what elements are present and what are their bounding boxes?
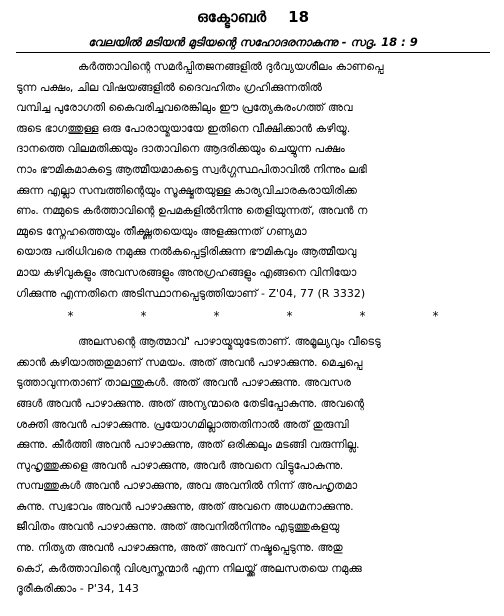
paragraph-line: ജീവിതം അവൻ പാഴാക്കുന്നു. അത് അവനിൽനിന്നും എടുത്തുകളയു bbox=[16, 520, 340, 534]
paragraph-line-text: ദൂരീകരിക്കാം - bbox=[16, 582, 84, 596]
separator-star: * bbox=[140, 309, 147, 324]
paragraph-line-last bbox=[16, 284, 490, 305]
separator-star: * bbox=[432, 309, 439, 324]
paragraph-line: ണം. നമ്മുടെ കർത്താവിന്റെ ഉപമകളിൽനിന്നു തെളിയുന്നത്, അവൻ ന bbox=[16, 204, 368, 218]
verse-underline bbox=[16, 52, 490, 53]
paragraph-line: ടുന്ന പക്ഷം, ചില വിഷയങ്ങളിൽ ദൈവഹിതം ഗ്രഹിക്കുന്നതിൽ bbox=[16, 80, 322, 94]
paragraph-line: കൊ്, കർത്താവിന്റെ വിശ്വസ്തന്മാർ എന്ന നിലയ്ക്ക് അലസതയെ നമുക്കു bbox=[16, 561, 362, 575]
paragraph-2 bbox=[16, 332, 490, 600]
separator-star: * bbox=[213, 309, 220, 324]
paragraph-line: കർത്താവിന്റെ സമർപ്പിതജനങ്ങളിൽ ദുർവ്യയശീലം കാണപ്പെ bbox=[78, 60, 384, 73]
paragraph-line: ന്നു. നിത്യത അവൻ പാഴാക്കുന്നു, അത് അവന് നഷ്ടപ്പെടുന്നു. അതു bbox=[16, 541, 343, 555]
source-reference: P'34, 143 bbox=[87, 582, 139, 596]
paragraph-line: ടുത്താവുന്നതാണ് താലന്തുകൾ. അത് അവൻ പാഴാക്കുന്നു. അവസര bbox=[16, 376, 351, 390]
paragraph-line: മ്മുടെ സ്നേഹത്തെയും തീക്ഷ്ണതയെയും അളക്കുന്നത് ഗണ്യമാ bbox=[16, 224, 307, 238]
verse-text: വേലയിൽ മടിയൻ മുടിയന്റെ സഹോദരനാകുന്നു - സദൃ. 18 : 9 bbox=[88, 35, 418, 49]
paragraph-line-text: ഗിക്കുന്നു എന്നതിനെ അടിസ്ഥാനപ്പെടുത്തിയാണ് - bbox=[16, 286, 265, 300]
separator-star: * bbox=[359, 309, 366, 324]
paragraph-line: വമ്പിച്ച പുരോഗതി കൈവരിച്ചവരെങ്കിലും ഈ പ്രത്യേകരംഗത്ത് അവ bbox=[16, 101, 353, 115]
day-number: 18 bbox=[288, 8, 310, 26]
date-header bbox=[16, 6, 490, 28]
separator-star: * bbox=[286, 309, 293, 324]
paragraph-line: ശക്തി അവൻ പാഴാക്കുന്നു. പ്രയോഗമില്ലാത്തതിനാൽ അത് തുരുമ്പി bbox=[16, 417, 349, 431]
paragraph-line: ങ്ങൾ അവൻ പാഴാക്കുന്നു. അത് അന്യന്മാരെ തേടിപ്പോകുന്നു. അവന്റെ bbox=[16, 396, 365, 410]
paragraph-line: ക്കുന്ന എല്ലാ സമ്പത്തിന്റെയും സൂക്ഷ്മതയുള്ള കാര്യവിചാരകരായിരിക്ക bbox=[16, 183, 357, 197]
paragraph-line: കുന്നു. സ്വഭാവം അവൻ പാഴാക്കുന്നു, അത് അവനെ അധമനാക്കുന്നു. bbox=[16, 499, 354, 513]
month-label: ഒക്ടോബർ bbox=[196, 8, 267, 26]
paragraph-line: യൊരു പരിധിവരെ നമുക്കു നൽകപ്പെട്ടിരിക്കുന്ന ഭൗമികവും ആത്മീയവു bbox=[16, 245, 357, 259]
section-separator bbox=[16, 308, 490, 324]
separator-star: * bbox=[67, 309, 74, 324]
paragraph-line: ക്കാൻ കഴിയാത്തതുമാണ് സമയം. അത് അവൻ പാഴാക്കുന്നു. മെച്ചപ്പെ bbox=[16, 355, 363, 369]
paragraph-line: അലസന്റെ ആത്മാവ്' പാഴായ്മയുടേതാണ്. അമൂല്യവും വീടെടു bbox=[78, 335, 381, 349]
paragraph-line: ക്കുന്നു. കീർത്തി അവൻ പാഴാക്കുന്നു, അത് ഒരിക്കലും മടങ്ങി വരുന്നില്ല. bbox=[16, 438, 360, 452]
paragraph-line: നാം ഭൗമികമാകട്ടെ ആത്മീയമാകട്ടെ സ്വർഗ്ഗസ്ഥപിതാവിൽ നിന്നും ലഭി bbox=[16, 162, 367, 176]
paragraph-line: സമ്പത്തുകൾ അവൻ പാഴാക്കുന്നു, അവ അവനിൽ നിന്ന് അപഹൃതമാ bbox=[16, 479, 358, 493]
paragraph-line: രുടെ ഭാഗത്തുള്ള ഒരു പോരായ്മയായേ ഇതിനെ വീക്ഷിക്കാൻ കഴിയൂ. bbox=[16, 121, 351, 135]
paragraph-line: ദാനത്തെ വിലമതിക്കയും ദാതാവിനെ ആദരിക്കയും ചെയ്യുന്ന പക്ഷം bbox=[16, 142, 345, 156]
paragraph-1 bbox=[16, 57, 490, 304]
paragraph-line: സുഹൃത്തുക്കളെ അവൻ പാഴാക്കുന്നു, അവർ അവനെ വിട്ടുപോകുന്നു. bbox=[16, 458, 344, 472]
source-reference: Z'04, 77 (R 3332) bbox=[268, 286, 366, 300]
paragraph-line-last bbox=[16, 579, 490, 600]
paragraph-line: മായ കഴിവുകളും അവസരങ്ങളും അനുഗ്രഹങ്ങളും എങ്ങനെ വിനിയോ bbox=[16, 265, 357, 279]
